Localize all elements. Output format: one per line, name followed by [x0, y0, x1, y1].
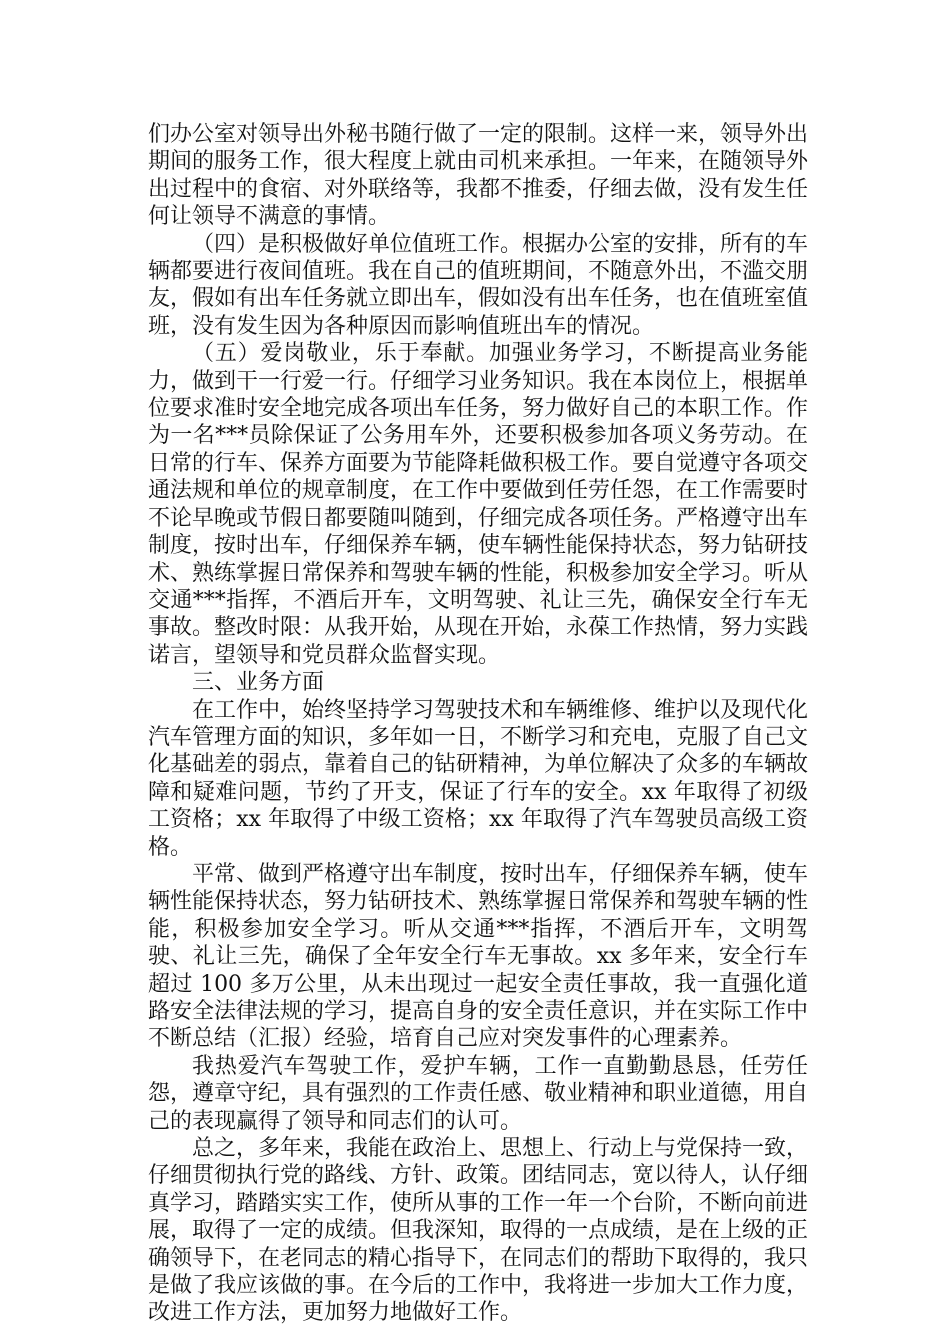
section-heading-business: 三、业务方面: [192, 670, 325, 696]
paragraph-duty-shift: （四）是积极做好单位值班工作。根据办公室的安排，所有的车辆都要进行夜间值班。我在自己的值班期间，不随意外出，不滥交朋友，假如有出车任务就立即出车，假如没有出车任务，也在值班室值班，没有发生因为各种原因而影响值班出车的情况。: [148, 231, 809, 339]
paragraph-attitude: 我热爱汽车驾驶工作，爱护车辆，工作一直勤勤恳恳，任劳任怨，遵章守纪，具有强烈的工作责任感、敬业精神和职业道德，用自己的表现赢得了领导和同志们的认可。: [148, 1053, 809, 1134]
paragraph-skills: 在工作中，始终坚持学习驾驶技术和车辆维修、维护以及现代化汽车管理方面的知识，多年如一日，不断学习和充电，克服了自己文化基础差的弱点，靠着自己的钻研精神，为单位解决了众多的车辆故障和疑难问题，节约了开支，保证了行车的安全。xx 年取得了初级工资格；xx 年取得了中级工资格；xx 年取得了汽车驾驶员高级工资格。: [148, 697, 809, 860]
paragraph-summary: 总之，多年来，我能在政治上、思想上、行动上与党保持一致，仔细贯彻执行党的路线、方针、政策。团结同志，宽以待人，认仔细真学习，踏踏实实工作，使所从事的工作一年一个台阶，不断向前进展，取得了一定的成绩。但我深知，取得的一点成绩，是在上级的正确领导下，在老同志的精心指导下，在同志们的帮助下取得的，我只是做了我应该做的事。在今后的工作中，我将进一步加大工作力度，改进工作方法，更加努力地做好工作。: [148, 1136, 809, 1326]
paragraph-continuation: 们办公室对领导出外秘书随行做了一定的限制。这样一来，领导外出期间的服务工作，很大程度上就由司机来承担。一年来，在随领导外出过程中的食宿、对外联络等，我都不推委，仔细去做，没有发生任何让领导不满意的事情。: [148, 122, 809, 230]
document-body: [148, 121, 808, 1327]
paragraph-safety: 平常、做到严格遵守出车制度，按时出车，仔细保养车辆，使车辆性能保持状态，努力钻研技术、熟练掌握日常保养和驾驶车辆的性能，积极参加安全学习。听从交通***指挥，不酒后开车，文明驾驶、礼让三先，确保了全年安全行车无事故。xx 多年来，安全行车超过 100 多万公里，从未出现过一起安全责任事故，我一直强化道路安全法律法规的学习，提高自身的安全责任意识，并在实际工作中不断总结（汇报）经验，培育自己应对突发事件的心理素养。: [148, 861, 809, 1052]
paragraph-dedication: （五）爱岗敬业，乐于奉献。加强业务学习，不断提高业务能力，做到干一行爱一行。仔细学习业务知识。我在本岗位上，根据单位要求准时安全地完成各项出车任务，努力做好自己的本职工作。作为一名***员除保证了公务用车外，还要积极参加各项义务劳动。在日常的行车、保养方面要为节能降耗做积极工作。要自觉遵守各项交通法规和单位的规章制度，在工作中要做到任劳任怨，在工作需要时不论早晚或节假日都要随叫随到，仔细完成各项任务。严格遵守出车制度，按时出车，仔细保养车辆，使车辆性能保持状态，努力钻研技术、熟练掌握日常保养和驾驶车辆的性能，积极参加安全学习。听从交通***指挥，不酒后开车，文明驾驶、礼让三先，确保安全行车无事故。整改时限：从我开始，从现在开始，永葆工作热情，努力实践诺言，望领导和党员群众监督实现。: [148, 341, 809, 668]
